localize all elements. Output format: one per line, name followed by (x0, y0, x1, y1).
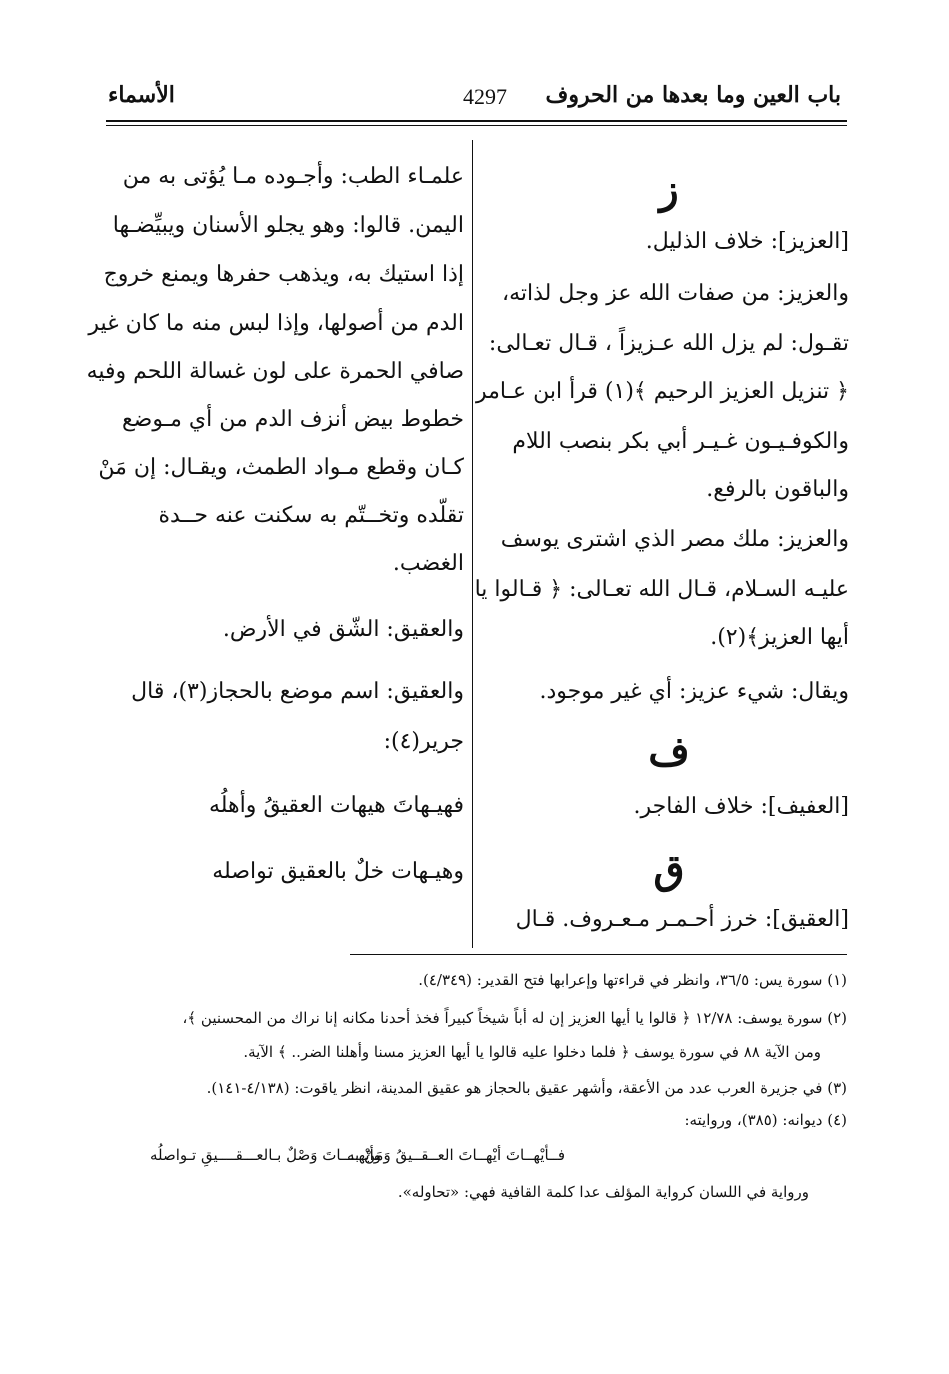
footnote: ورواية في اللسان كرواية المؤلف عدا كلمة القافية فهي: «تحاوله». (397, 1183, 809, 1201)
footnote: (٣) في جزيرة العرب عدد من الأعقة، وأشهر عقيق بالحجاز هو عقيق المدينة، انظر ياقوت: (٤/١٣٨-١٤١). (206, 1079, 847, 1097)
entry-line: الدم من أصولها، وإذا لبس منه ما كان غير (88, 311, 464, 336)
entry-line: والكوفـيـون غـيـر أبي بكر بنصب اللام (512, 429, 849, 454)
entry-line: الغضب. (392, 551, 464, 576)
entry-line: [العزيز]: خلاف الذليل. (645, 229, 849, 254)
entry-line: والعزيز: ملك مصر الذي اشترى يوسف (500, 527, 849, 552)
entry-line: والعقيق: اسم موضع بالحجاز(٣)، قال (131, 679, 464, 704)
footnote: (٤) ديوانه: (٣٨٥)، وروايته: (684, 1111, 847, 1129)
entry-line: تقـول: لم يزل الله عـزيزاً ، قـال تعـالى: (488, 331, 849, 356)
entry-line: والعقيق: الشّق في الأرض. (222, 617, 464, 642)
entry-line: إذا استيك به، ويذهب حفرها ويمنع خروج (103, 262, 464, 287)
entry-line: علمـاء الطب: وأجـوده مـا يُؤتى به من (122, 164, 464, 189)
entry-line: [العقيق]: خرز أحـمـر مـعـروف. قـال (515, 907, 849, 932)
entry-line: صافي الحمرة على لون غسالة اللحم وفيه (86, 359, 464, 384)
entry-line: ويقال: شيء عزيز: أي غير موجود. (539, 679, 849, 704)
entry-line: والباقون بالرفع. (706, 477, 849, 502)
footnote: ومن الآية ٨٨ في سورة يوسف ﴿ فلما دخلوا عليه قالوا يا أيها العزيز مسنا وأهلنا الضر.. ﴾ الآية. (243, 1043, 821, 1061)
footnote: (١) سورة يس: ٣٦/٥، وانظر في قراءتها وإعرابها فتح القدير: (٤/٣٤٩). (418, 971, 847, 989)
poem-line: فهيـهاتَ هيهات العقيقُ وأهلُه (208, 793, 464, 818)
section-letter-z: ز (659, 166, 679, 213)
page-number: 4297 (463, 84, 507, 109)
entry-line: تقلّده وتخــتّم به سكنت عنه حــدة (158, 503, 464, 528)
footnote-rule (350, 954, 847, 955)
entry-line: [العفيف]: خلاف الفاجر. (633, 794, 849, 819)
entry-line: كـان وقطع مـواد الطمث، ويقـال: إن مَنْ (98, 455, 464, 480)
entry-line: والعزيز: من صفات الله عز وجل لذاته، (501, 281, 849, 306)
entry-line: ﴿ تنزيل العزيز الرحيم ﴾(١) قرأ ابن عـامر (475, 379, 849, 404)
column-divider (472, 140, 473, 948)
entry-line: اليمن. قالوا: وهو يجلو الأسنان ويبيِّضـها (112, 213, 464, 238)
footnote: (٢) سورة يوسف: ١٢/٧٨ ﴿ قالوا يا أيها العزيز إن له أباً شيخاً كبيراً فخذ أحدنا مكانه إنا نراك من المحسنين ﴾، (182, 1009, 847, 1027)
header-rule (106, 120, 847, 122)
footnote-verse-right: فــأيْهــاتَ أيْهــاتَ العــقــيقُ وَمَنْ به (347, 1146, 565, 1164)
poem-line: وهيـهات خلٌ بالعقيق تواصله (212, 859, 464, 884)
entry-line: عليـه السـلام، قـال الله تعـالى: ﴿ قـالوا يا (474, 577, 849, 602)
entry-line: جرير(٤): (383, 729, 464, 754)
entry-line: أيها العزيز﴾(٢). (710, 625, 849, 650)
running-header-section: الأسماء (108, 82, 175, 108)
header-rule-thin (106, 125, 847, 126)
section-letter-f: ف (648, 728, 690, 775)
footnote-verse-left: وأيْهــــاتَ وَصْلٌ بـالعـــقــــيقِ تـواصلُه (150, 1146, 381, 1164)
section-letter-q: ق (653, 846, 685, 893)
running-header-chapter: باب العين وما بعدها من الحروف (545, 82, 841, 108)
entry-line: خطوط بيض أنزف الدم من أي مـوضع (121, 407, 464, 432)
